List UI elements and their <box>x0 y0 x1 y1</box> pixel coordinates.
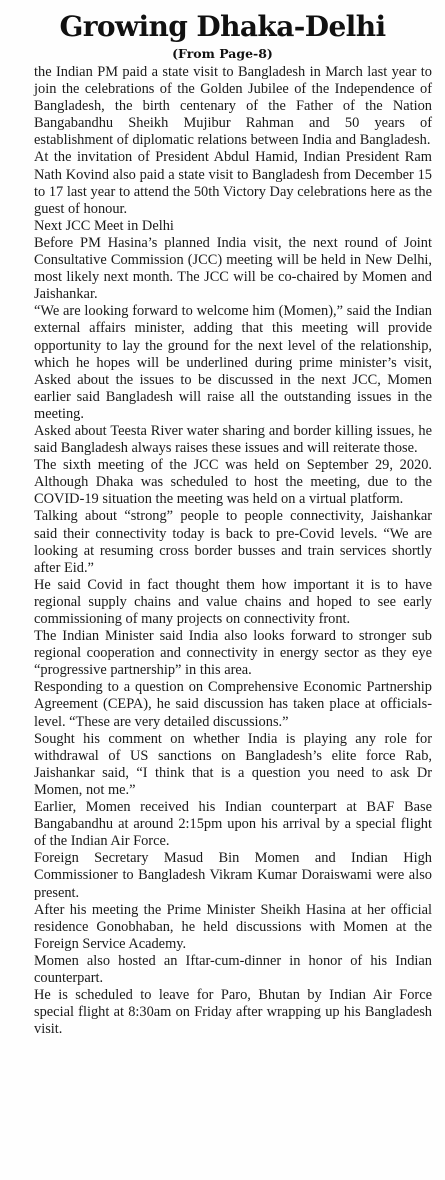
paragraph: Momen also hosted an Iftar-cum-dinner in honor of his Indian counterpart. <box>34 952 432 986</box>
paragraph: Asked about Teesta River water sharing and border killing issues, he said Bangladesh always raises these issues and will reiterate those. <box>34 422 432 457</box>
paragraph: Before PM Hasina’s planned India visit, the next round of Joint Consultative Commission (JCC) meeting will be held in New Delhi, most likely next month. The JCC will be co-chaired by Momen and Jaishankar. <box>34 234 432 303</box>
paragraph: Sought his comment on whether India is playing any role for withdrawal of US sanctions on Bangladesh’s elite force Rab, Jaishankar said, “I think that is a question you need to ask Dr Momen, not me.” <box>34 730 432 798</box>
paragraph: The Indian Minister said India also looks forward to stronger sub regional cooperation and connectivity in energy sector as they eye “progressive partnership” in this area. <box>34 628 432 679</box>
paragraph: At the invitation of President Abdul Hamid, Indian President Ram Nath Kovind also paid a state visit to Bangladesh from December 15 to 17 last year to attend the 50th Victory Day celebrations here as the guest of honour. <box>34 149 432 217</box>
paragraph: The sixth meeting of the JCC was held on September 29, 2020. Although Dhaka was scheduled to host the meeting, due to the COVID-19 situation the meeting was held on a virtual platform. <box>34 457 432 508</box>
paragraph: Earlier, Momen received his Indian counterpart at BAF Base Bangabandhu at around 2:15pm upon his arrival by a special flight of the Indian Air Force. <box>34 799 432 850</box>
paragraph: Responding to a question on Comprehensive Economic Partnership Agreement (CEPA), he said discussion has taken place at officials-level. “These are very detailed discussions.” <box>34 679 432 730</box>
paragraph: He is scheduled to leave for Paro, Bhutan by Indian Air Force special flight at 8:30am on Friday after wrapping up his Bangladesh visit. <box>34 987 432 1038</box>
paragraph: After his meeting the Prime Minister Sheikh Hasina at her official residence Gonobhaban, he held discussions with Momen at the Foreign Service Academy. <box>34 901 432 952</box>
headline: Growing Dhaka-Delhi <box>59 10 386 43</box>
paragraph: Talking about “strong” people to people connectivity, Jaishankar said their connectivity today is back to pre-Covid levels. “We are looking at resuming cross border busses and train services shortly after Eid.” <box>34 508 432 576</box>
article-body <box>34 64 432 1038</box>
paragraph: Foreign Secretary Masud Bin Momen and Indian High Commissioner to Bangladesh Vikram Kumar Doraiswami were also present. <box>34 850 432 901</box>
subheading: Next JCC Meet in Delhi <box>34 217 174 234</box>
paragraph: He said Covid in fact thought them how important it is to have regional supply chains and value chains and hoped to see early commissioning of many projects on connectivity front. <box>34 576 432 627</box>
jump-line: (From Page-8) <box>172 46 273 61</box>
paragraph: “We are looking forward to welcome him (Momen),” said the Indian external affairs minister, adding that this meeting will provide opportunity to lay the ground for the next level of the relationship, which he hopes will be underlined during prime minister’s visit, Asked about the issues to be discussed in the next JCC, Momen earlier said Bangladesh will raise all the outstanding issues in the meeting. <box>34 303 432 422</box>
paragraph: the Indian PM paid a state visit to Bangladesh in March last year to join the celebrations of the Golden Jubilee of the Independence of Bangladesh, the birth centenary of the Father of the Nation Bangabandhu Sheikh Mujibur Rahman and 50 years of establishment of diplomatic relations between India and Bangladesh. <box>34 64 432 149</box>
